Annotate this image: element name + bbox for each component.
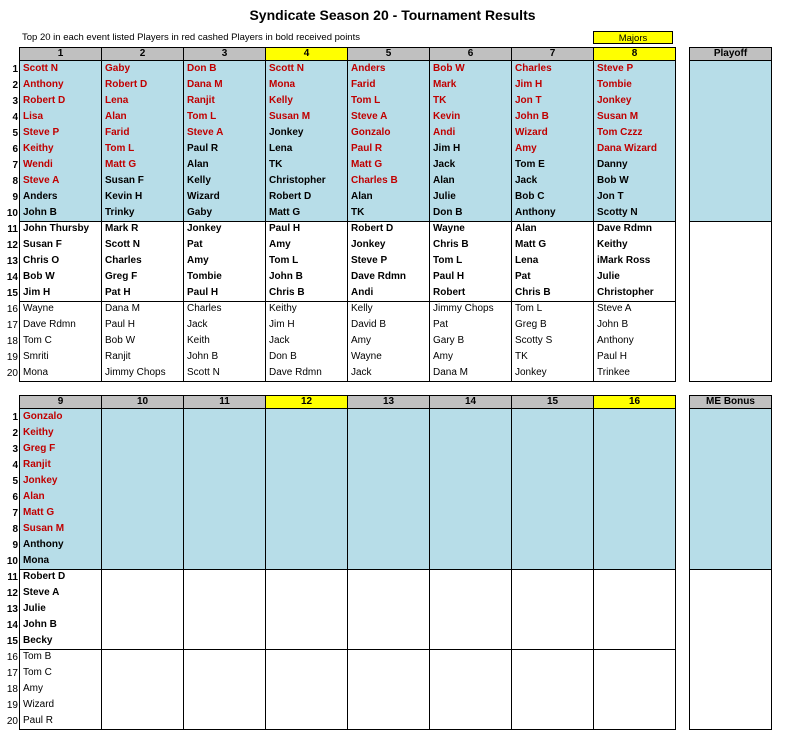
player-cell: Jack (269, 335, 290, 346)
player-cell: Tombie (597, 79, 632, 90)
player-cell: Matt G (105, 159, 137, 170)
player-cell: Chris B (269, 287, 305, 298)
player-cell: Matt G (351, 159, 383, 170)
row-number: 15 (6, 636, 18, 647)
player-cell: Mona (269, 79, 296, 90)
player-cell: Robert D (351, 223, 394, 234)
player-cell: Farid (105, 127, 130, 138)
event-column-9 (19, 408, 102, 730)
player-cell: Jonkey (351, 239, 386, 250)
player-cell: Jonkey (187, 223, 222, 234)
player-cell: Charles (187, 303, 222, 314)
player-cell: Keithy (23, 143, 54, 154)
page-title: Syndicate Season 20 - Tournament Results (249, 7, 536, 23)
player-cell: Bob W (433, 63, 465, 74)
points-band (266, 409, 347, 569)
event-column-16 (593, 408, 676, 730)
player-cell: Charles B (351, 175, 398, 186)
row-number: 12 (6, 588, 18, 599)
row-number: 10 (6, 208, 18, 219)
player-cell: John B (269, 271, 303, 282)
row-number: 12 (6, 240, 18, 251)
player-cell: Don B (269, 351, 297, 362)
player-cell: Amy (269, 239, 291, 250)
row-number: 6 (12, 492, 18, 503)
player-cell: Lena (515, 255, 539, 266)
player-cell: Paul H (597, 351, 628, 362)
event-header-11: 11 (183, 395, 266, 409)
player-cell: Alan (351, 191, 373, 202)
event-header-3: 3 (183, 47, 266, 61)
player-cell: Tom L (515, 303, 543, 314)
event-header-14: 14 (429, 395, 512, 409)
player-cell: Greg B (515, 319, 547, 330)
player-cell: Bob W (597, 175, 629, 186)
player-cell: Paul R (187, 143, 219, 154)
player-cell: Greg F (105, 271, 138, 282)
player-cell: John B (23, 619, 57, 630)
band-11-15 (184, 569, 265, 649)
side-column (689, 408, 772, 730)
player-cell: Ranjit (105, 351, 131, 362)
player-cell: John B (515, 111, 549, 122)
band-16-20 (102, 649, 183, 729)
player-cell: Christopher (269, 175, 326, 186)
points-band (102, 409, 183, 569)
player-cell: Alan (187, 159, 209, 170)
row-number: 14 (6, 620, 18, 631)
event-header-6: 6 (429, 47, 512, 61)
player-cell: Don B (433, 207, 463, 218)
event-header-16: 16 (593, 395, 676, 409)
player-cell: Jimmy Chops (105, 367, 166, 378)
player-cell: Anthony (515, 207, 556, 218)
event-header-1: 1 (19, 47, 102, 61)
band-16-20 (266, 649, 347, 729)
player-cell: Mark (433, 79, 457, 90)
row-number: 11 (7, 572, 18, 583)
player-cell: Julie (433, 191, 456, 202)
band-11-15 (430, 569, 511, 649)
event-header-4: 4 (265, 47, 348, 61)
player-cell: Greg F (23, 443, 56, 454)
player-cell: Pat (187, 239, 203, 250)
event-column-1 (19, 60, 102, 382)
player-cell: Scott N (187, 367, 220, 378)
row-number: 6 (12, 144, 18, 155)
event-column-15 (511, 408, 594, 730)
band-16-20 (184, 649, 265, 729)
row-number: 2 (12, 80, 18, 91)
row-number: 16 (6, 652, 18, 663)
player-cell: Robert D (23, 95, 66, 106)
player-cell: Jim H (23, 287, 51, 298)
event-column-7 (511, 60, 594, 382)
player-cell: Becky (23, 635, 53, 646)
player-cell: Jonkey (23, 475, 58, 486)
player-cell: Mark R (105, 223, 139, 234)
player-cell: Matt G (515, 239, 547, 250)
row-number: 19 (6, 352, 18, 363)
player-cell: Paul H (433, 271, 465, 282)
player-cell: Charles (515, 63, 552, 74)
player-cell: Anders (23, 191, 58, 202)
row-number: 4 (12, 112, 18, 123)
player-cell: Keithy (269, 303, 297, 314)
player-cell: Dana M (433, 367, 469, 378)
player-cell: Wizard (23, 699, 55, 710)
player-cell: Anthony (597, 335, 634, 346)
row-number: 16 (6, 304, 18, 315)
player-cell: Tom C (23, 335, 52, 346)
row-number: 1 (12, 64, 18, 75)
player-cell: Jim H (433, 143, 461, 154)
player-cell: Scotty S (515, 335, 553, 346)
player-cell: Scott N (269, 63, 304, 74)
side-band-top (690, 409, 771, 569)
player-cell: Bob W (23, 271, 55, 282)
row-number: 8 (12, 176, 18, 187)
player-cell: Tombie (187, 271, 222, 282)
player-cell: Chris B (433, 239, 469, 250)
player-cell: Gaby (105, 63, 131, 74)
player-cell: Dave Rdmn (269, 367, 322, 378)
player-cell: Robert D (269, 191, 312, 202)
event-column-3 (183, 60, 266, 382)
player-cell: Wizard (187, 191, 220, 202)
player-cell: Kelly (187, 175, 211, 186)
player-cell: Robert D (23, 571, 66, 582)
band-16-20 (430, 649, 511, 729)
band-16-20 (512, 649, 593, 729)
player-cell: Wayne (351, 351, 382, 362)
event-column-12 (265, 408, 348, 730)
player-cell: John B (187, 351, 219, 362)
player-cell: Andi (351, 287, 374, 298)
band-11-15 (266, 569, 347, 649)
row-number: 3 (12, 444, 18, 455)
row-number: 20 (6, 716, 18, 727)
player-cell: Steve A (187, 127, 224, 138)
player-cell: Kevin (433, 111, 461, 122)
event-header-8: 8 (593, 47, 676, 61)
player-cell: Farid (351, 79, 376, 90)
player-cell: Dave Rdmn (597, 223, 653, 234)
player-cell: Bob C (515, 191, 545, 202)
player-cell: Jack (187, 319, 208, 330)
player-cell: Chris B (515, 287, 551, 298)
player-cell: Mona (23, 555, 50, 566)
player-cell: Jonkey (597, 95, 632, 106)
legend-note: Top 20 in each event listed Players in red cashed Players in bold received points (22, 32, 360, 43)
player-cell: Tom L (269, 255, 299, 266)
player-cell: Susan M (23, 523, 65, 534)
event-column-14 (429, 408, 512, 730)
player-cell: Lena (105, 95, 129, 106)
player-cell: David B (351, 319, 387, 330)
player-cell: Pat (515, 271, 531, 282)
player-cell: Tom L (105, 143, 135, 154)
player-cell: Scotty N (597, 207, 638, 218)
player-cell: Dave Rdmn (351, 271, 407, 282)
player-cell: Jim H (515, 79, 543, 90)
player-cell: Ranjit (23, 459, 51, 470)
majors-legend: Majors (593, 31, 673, 44)
player-cell: Jack (515, 175, 538, 186)
row-number: 5 (12, 128, 18, 139)
player-cell: Wayne (433, 223, 465, 234)
player-cell: Robert (433, 287, 466, 298)
player-cell: Keithy (597, 239, 628, 250)
player-cell: Matt G (23, 507, 55, 518)
player-cell: Susan F (105, 175, 144, 186)
event-column-8 (593, 60, 676, 382)
row-number: 8 (12, 524, 18, 535)
player-cell: Dave Rdmn (23, 319, 76, 330)
player-cell: Trinkee (597, 367, 630, 378)
player-cell: Chris O (23, 255, 60, 266)
row-number: 1 (12, 412, 18, 423)
player-cell: Kelly (351, 303, 373, 314)
player-cell: Paul H (269, 223, 301, 234)
event-header-10: 10 (101, 395, 184, 409)
row-number: 13 (6, 256, 18, 267)
event-header-2: 2 (101, 47, 184, 61)
player-cell: John B (23, 207, 57, 218)
player-cell: Paul R (23, 715, 54, 726)
player-cell: Wayne (23, 303, 54, 314)
band-16-20 (348, 649, 429, 729)
player-cell: Julie (23, 603, 46, 614)
side-header: ME Bonus (689, 395, 772, 409)
row-number: 4 (12, 460, 18, 471)
player-cell: Wendi (23, 159, 53, 170)
player-cell: Tom L (351, 95, 381, 106)
player-cell: Christopher (597, 287, 654, 298)
player-cell: Alan (105, 111, 127, 122)
player-cell: Susan M (597, 111, 639, 122)
side-header: Playoff (689, 47, 772, 61)
player-cell: Jonkey (515, 367, 547, 378)
player-cell: Amy (351, 335, 371, 346)
event-column-10 (101, 408, 184, 730)
player-cell: Jonkey (269, 127, 304, 138)
row-number: 14 (6, 272, 18, 283)
row-number: 9 (12, 540, 18, 551)
player-cell: Anders (351, 63, 386, 74)
row-number: 13 (6, 604, 18, 615)
player-cell: Amy (23, 683, 43, 694)
side-column (689, 60, 772, 382)
event-column-4 (265, 60, 348, 382)
player-cell: Dana M (187, 79, 223, 90)
player-cell: Gonzalo (23, 411, 63, 422)
player-cell: Charles (105, 255, 142, 266)
player-cell: Wizard (515, 127, 548, 138)
player-cell: iMark Ross (597, 255, 651, 266)
band-16-20 (594, 649, 675, 729)
player-cell: Julie (597, 271, 620, 282)
event-column-13 (347, 408, 430, 730)
player-cell: Tom E (515, 159, 545, 170)
player-cell: Gary B (433, 335, 465, 346)
player-cell: Jon T (515, 95, 542, 106)
row-number: 17 (6, 320, 18, 331)
player-cell: Keith (187, 335, 210, 346)
event-header-7: 7 (511, 47, 594, 61)
player-cell: Tom Czzz (597, 127, 643, 138)
player-cell: Tom B (23, 651, 52, 662)
side-band-top (690, 61, 771, 221)
side-band-bottom (690, 221, 771, 381)
player-cell: Tom L (187, 111, 217, 122)
player-cell: Steve A (23, 587, 60, 598)
row-number: 11 (7, 224, 18, 235)
player-cell: TK (269, 159, 283, 170)
player-cell: Anthony (23, 79, 64, 90)
event-header-9: 9 (19, 395, 102, 409)
points-band (512, 409, 593, 569)
player-cell: Amy (433, 351, 453, 362)
player-cell: Alan (23, 491, 45, 502)
player-cell: Danny (597, 159, 628, 170)
player-cell: Steve P (23, 127, 60, 138)
player-cell: Alan (515, 223, 537, 234)
player-cell: Amy (515, 143, 537, 154)
side-band-bottom (690, 569, 771, 729)
points-band (184, 409, 265, 569)
band-11-15 (102, 569, 183, 649)
player-cell: Don B (187, 63, 217, 74)
player-cell: Trinky (105, 207, 135, 218)
row-number: 3 (12, 96, 18, 107)
row-number: 2 (12, 428, 18, 439)
event-header-12: 12 (265, 395, 348, 409)
row-number: 10 (6, 556, 18, 567)
player-cell: Jim H (269, 319, 295, 330)
player-cell: Pat (433, 319, 449, 330)
player-cell: Tom C (23, 667, 52, 678)
player-cell: TK (433, 95, 447, 106)
player-cell: Paul H (187, 287, 219, 298)
player-cell: Bob W (105, 335, 136, 346)
player-cell: TK (351, 207, 365, 218)
player-cell: Paul H (105, 319, 136, 330)
player-cell: Kelly (269, 95, 293, 106)
player-cell: Scott N (23, 63, 58, 74)
player-cell: Jimmy Chops (433, 303, 494, 314)
player-cell: Scott N (105, 239, 140, 250)
points-band (430, 409, 511, 569)
player-cell: Jack (351, 367, 372, 378)
player-cell: Gaby (187, 207, 213, 218)
points-band (594, 409, 675, 569)
player-cell: Robert D (105, 79, 148, 90)
band-11-15 (512, 569, 593, 649)
event-column-2 (101, 60, 184, 382)
row-number: 15 (6, 288, 18, 299)
player-cell: John B (597, 319, 629, 330)
player-cell: Steve A (351, 111, 388, 122)
player-cell: Alan (433, 175, 455, 186)
event-column-11 (183, 408, 266, 730)
player-cell: Steve P (597, 63, 634, 74)
row-number: 18 (6, 684, 18, 695)
player-cell: Lisa (23, 111, 44, 122)
event-header-13: 13 (347, 395, 430, 409)
event-column-5 (347, 60, 430, 382)
player-cell: Jack (433, 159, 456, 170)
player-cell: Susan F (23, 239, 62, 250)
player-cell: Anthony (23, 539, 64, 550)
player-cell: Kevin H (105, 191, 143, 202)
row-number: 5 (12, 476, 18, 487)
player-cell: John Thursby (23, 223, 90, 234)
player-cell: Smriti (23, 351, 49, 362)
row-number: 18 (6, 336, 18, 347)
row-number: 19 (6, 700, 18, 711)
event-header-5: 5 (347, 47, 430, 61)
row-number: 20 (6, 368, 18, 379)
row-number: 9 (12, 192, 18, 203)
player-cell: Steve P (351, 255, 388, 266)
player-cell: Amy (187, 255, 209, 266)
player-cell: Lena (269, 143, 293, 154)
band-11-15 (594, 569, 675, 649)
player-cell: Susan M (269, 111, 311, 122)
band-11-15 (348, 569, 429, 649)
player-cell: Dana Wizard (597, 143, 657, 154)
player-cell: Matt G (269, 207, 301, 218)
points-band (348, 409, 429, 569)
row-number: 7 (12, 508, 18, 519)
row-number: 17 (6, 668, 18, 679)
player-cell: Pat H (105, 287, 131, 298)
player-cell: Gonzalo (351, 127, 391, 138)
player-cell: Steve A (23, 175, 60, 186)
player-cell: Jon T (597, 191, 624, 202)
player-cell: Mona (23, 367, 49, 378)
player-cell: Keithy (23, 427, 54, 438)
player-cell: Tom L (433, 255, 463, 266)
player-cell: Paul R (351, 143, 383, 154)
player-cell: Dana M (105, 303, 141, 314)
player-cell: Ranjit (187, 95, 215, 106)
event-column-6 (429, 60, 512, 382)
player-cell: Andi (433, 127, 456, 138)
row-number: 7 (12, 160, 18, 171)
event-header-15: 15 (511, 395, 594, 409)
player-cell: Steve A (597, 303, 632, 314)
player-cell: TK (515, 351, 528, 362)
